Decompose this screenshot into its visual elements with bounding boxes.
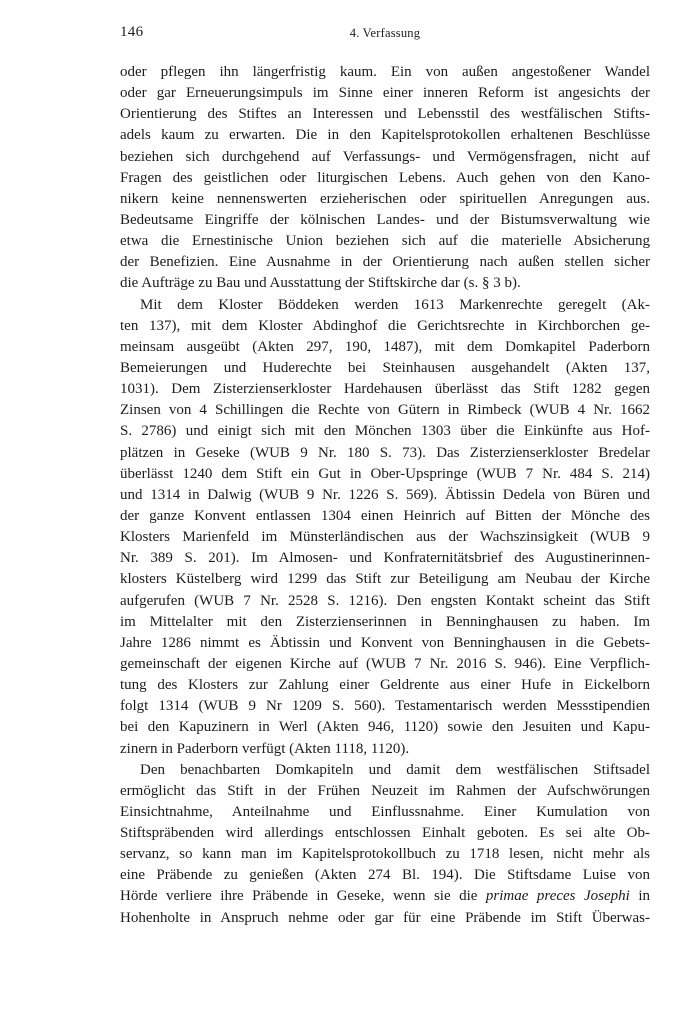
text-line: aufgerufen (WUB 7 Nr. 2528 S. 1216). Den engsten Kontakt scheint das Stift — [120, 592, 650, 609]
running-head: 4. Verfassung — [349, 26, 421, 40]
text-line: S. 2786) und einigt sich mit den Mönchen 1303 über die Einkünfte aus Hof- — [120, 423, 650, 440]
text-line: Klosters Marienfeld im Münsterländischen aus der Wachszinsigkeit (WUB 9 — [120, 529, 650, 546]
text-line: nikern keine nennenswerten erzieherischen oder spirituellen Anregungen aus. — [120, 190, 650, 207]
text-line: die Aufträge zu Bau und Ausstattung der Stiftskirche dar (s. § 3 b). — [120, 275, 521, 292]
text-line: Mit dem Kloster Böddeken werden 1613 Markenrechte geregelt (Ak- — [140, 296, 650, 313]
text-line: adels kaum zu erwarten. Die in den Kapitelsprotokollen erhaltenen Beschlüsse — [120, 127, 650, 144]
text-line: Bemeierungen und Huderechte bei Steinhausen ausgehandelt (Akten 137, — [120, 359, 650, 376]
text-line: Orientierung des Stiftes an Interessen und Lebensstil des westfälischen Stifts- — [120, 106, 650, 123]
text-line: ermöglicht das Stift in der Frühen Neuzeit im Rahmen der Aufschwörungen — [120, 782, 650, 799]
text-line-with-italic — [120, 886, 650, 907]
text-line: oder pflegen ihn längerfristig kaum. Ein von außen angestoßener Wandel — [120, 64, 650, 80]
text-line: ten 137), mit dem Kloster Abdinghof die Gerichtsrechte in Kirchborchen ge- — [120, 317, 650, 334]
text-line: etwa die Ernestinische Union beziehen sich auf die materielle Absicherung — [120, 233, 650, 250]
text-line: folgt 1314 (WUB 9 Nr 1209 S. 560). Testamentarisch werden Messstipendien — [120, 698, 650, 715]
text-line: Jahre 1286 nimmt es Äbtissin und Konvent von Benninghausen in die Gebets- — [120, 634, 650, 651]
text-line: tung des Klosters zur Zahlung einer Geldrente aus einer Hufe in Eickelborn — [120, 677, 650, 694]
text-line: Den benachbarten Domkapiteln und damit dem westfälischen Stiftsadel — [140, 761, 650, 778]
text-line: und 1314 in Dalwig (WUB 9 Nr. 1226 S. 569). Äbtissin Dedela von Büren und — [120, 486, 650, 503]
paragraph-1 — [120, 62, 650, 295]
text-line: plätzen in Geseke (WUB 9 Nr. 180 S. 73). Das Zisterzienserkloster Bredelar — [120, 444, 650, 461]
body-text — [120, 62, 650, 929]
text-line: Nr. 389 S. 201). Im Almosen- und Konfraternitätsbrief des Augustinerinnen- — [120, 550, 650, 567]
text-line: gemeinschaft der eigenen Kirche auf (WUB 7 Nr. 2016 S. 946). Eine Verpflich- — [120, 655, 650, 672]
page-header — [120, 24, 650, 44]
paragraph-2 — [120, 295, 650, 760]
text-run: Hörde verliere ihre Präbende in Geseke, wenn sie die — [120, 888, 486, 905]
text-line: der Benefizien. Eine Ausnahme in der Orientierung nach außen stellen sicher — [120, 254, 650, 271]
text-line: Hohenholte in Anspruch nehme oder gar für eine Präbende im Stift Überwas- — [120, 909, 650, 926]
text-line: der ganze Konvent entlassen 1304 einen Heinrich auf Bitten der Mönche des — [120, 507, 650, 524]
text-line: Bedeutsame Eingriffe der kölnischen Landes- und der Bistumsverwaltung wie — [120, 211, 650, 228]
text-line: Stiftspräbenden wird allerdings entschlossen Einhalt geboten. Es sei alte Ob- — [120, 825, 650, 842]
text-line: beziehen sich durchgehend auf Verfassungs- und Vermögensfragen, nicht auf — [120, 148, 650, 165]
text-line: Einsichtnahme, Anteilnahme und Einflussnahme. Einer Kumulation von — [120, 803, 650, 820]
text-line: oder gar Erneuerungsimpuls im Sinne einer inneren Reform ist angesichts der — [120, 85, 650, 102]
text-line: im Mittelalter mit den Zisterzienserinnen in Benninghausen zu haben. Im — [120, 613, 650, 630]
text-run: in — [629, 888, 650, 905]
text-line: überlässt 1240 dem Stift ein Gut in Ober-Upspringe (WUB 7 Nr. 484 S. 214) — [120, 465, 650, 482]
text-line: bei den Kapuzinern in Werl (Akten 946, 1120) sowie den Jesuiten und Kapu- — [120, 719, 650, 736]
text-line: meinsam ausgeübt (Akten 297, 190, 1487), mit dem Domkapitel Paderborn — [120, 338, 650, 355]
text-line: klosters Küstelberg wird 1299 das Stift zur Beteiligung am Neubau der Kirche — [120, 571, 650, 588]
text-line: zinern in Paderborn verfügt (Akten 1118, 1120). — [120, 740, 410, 757]
text-line: Fragen des geistlichen oder liturgischen Lebens. Auch gehen von den Kano- — [120, 169, 650, 186]
paragraph-3 — [120, 760, 650, 929]
text-line: servanz, so kann man im Kapitelsprotokollbuch zu 1718 lesen, nicht mehr als — [120, 846, 650, 863]
text-line: eine Präbende zu genießen (Akten 274 Bl. 194). Die Stiftsdame Luise von — [120, 867, 650, 884]
text-line: Zinsen von 4 Schillingen die Rechte von Gütern in Rimbeck (WUB 4 Nr. 1662 — [120, 402, 650, 419]
text-line: 1031). Dem Zisterzienserkloster Hardehausen überlässt das Stift 1282 gegen — [120, 381, 650, 398]
italic-phrase: primae preces Josephi — [485, 888, 630, 905]
page-number: 146 — [120, 24, 144, 40]
